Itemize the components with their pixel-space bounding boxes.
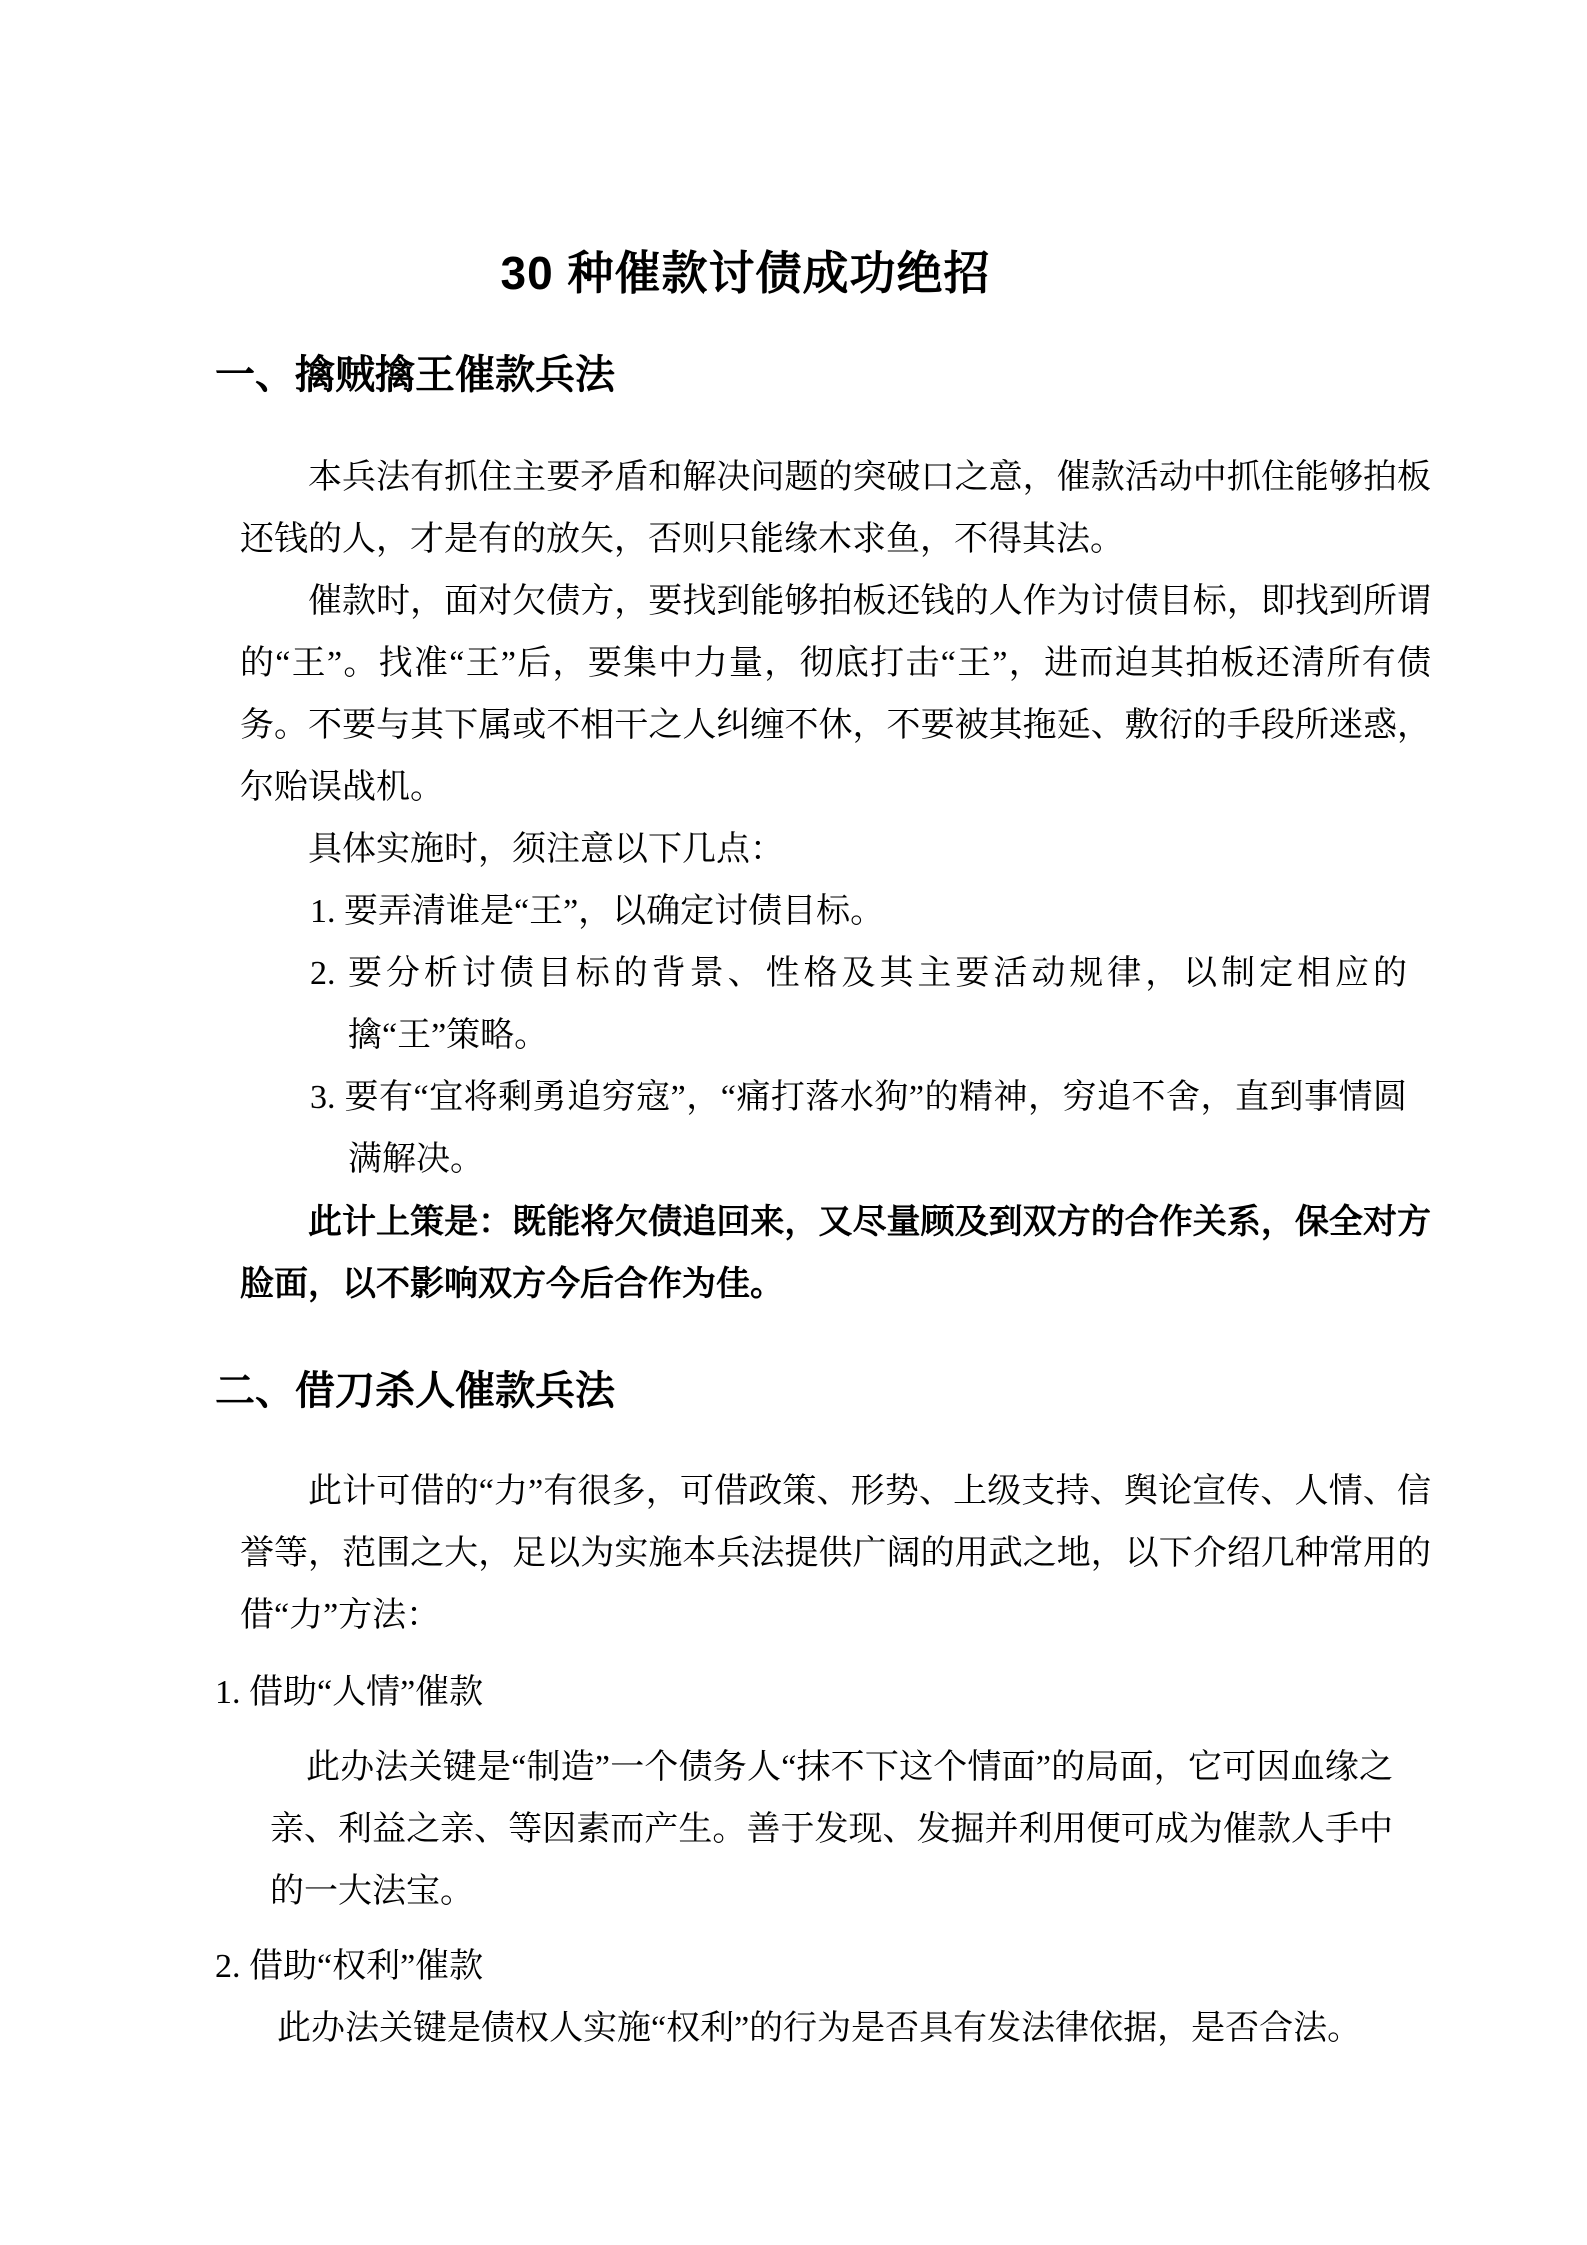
section-1-paragraph-2: 催款时，面对欠债方，要找到能够拍板还钱的人作为讨债目标，即找到所谓的“王”。找准“王”后，要集中力量，彻底打击“王”，进而迫其拍板还清所有债务。不要与其下属或不相干之人纠缠不休，不要被其拖延、敷衍的手段所迷惑，尔贻误战机。	[240, 583, 1431, 806]
doc-title: 30 种催款讨债成功绝招	[500, 247, 991, 299]
section-1-paragraph-3: 具体实施时，须注意以下几点：	[308, 831, 784, 868]
section-1-bold-summary: 此计上策是：既能将欠债追回来，又尽量顾及到双方的合作关系，保全对方脸面，以不影响双方今后合作为佳。	[240, 1203, 1431, 1303]
section-1-heading: 一、擒贼擒王催款兵法	[215, 353, 615, 397]
section-2-sub-item-1-body: 此办法关键是“制造”一个债务人“抹不下这个情面”的局面，它可因血缘之亲、利益之亲、等因素而产生。善于发现、发掘并利用便可成为催款人手中的一大法宝。	[270, 1749, 1393, 1910]
section-2-sub-item-2-body: 此办法关键是债权人实施“权利”的行为是否具有发法律依据，是否合法。	[277, 2010, 1362, 2047]
section-1-paragraph-1: 本兵法有抓住主要矛盾和解决问题的突破口之意，催款活动中抓住能够拍板还钱的人，才是有的放矢，否则只能缘木求鱼，不得其法。	[240, 459, 1431, 558]
section-2-sub-item-2-label: 2. 借助“权利”催款	[215, 1948, 484, 1985]
section-2-heading: 二、借刀杀人催款兵法	[215, 1369, 615, 1413]
section-1-list-item-1: 1. 要弄清谁是“王”，以确定讨债目标。	[310, 893, 885, 930]
section-1-list-item-3: 3. 要有“宜将剩勇追穷寇”，“痛打落水狗”的精神，穷追不舍，直到事情圆满解决。	[310, 1079, 1407, 1178]
section-1-list-item-2: 2. 要分析讨债目标的背景、性格及其主要活动规律，以制定相应的擒“王”策略。	[310, 955, 1407, 1054]
section-2-intro-paragraph: 此计可借的“力”有很多，可借政策、形势、上级支持、舆论宣传、人情、信誉等，范围之大，足以为实施本兵法提供广阔的用武之地，以下介绍几种常用的借“力”方法：	[240, 1473, 1431, 1634]
section-2-sub-item-1-label: 1. 借助“人情”催款	[215, 1674, 484, 1711]
